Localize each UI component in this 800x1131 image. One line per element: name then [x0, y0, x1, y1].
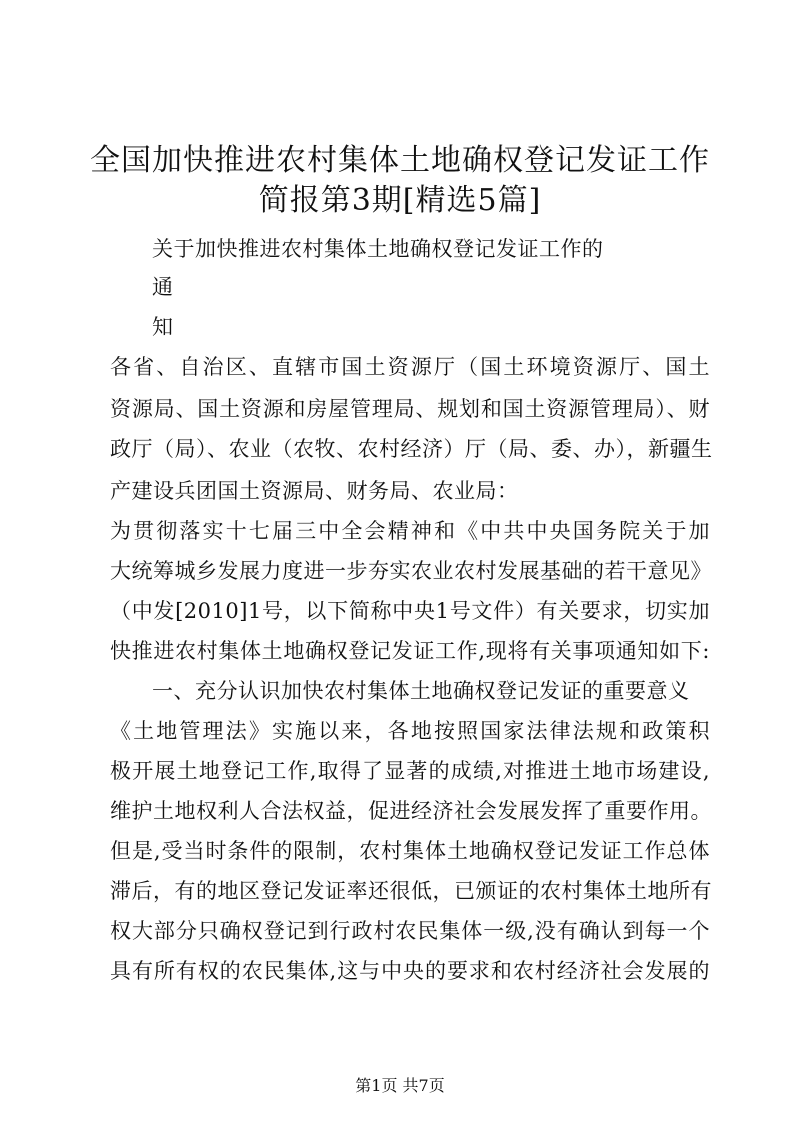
- addressee-line-2: 资源局、国土资源和房屋管理局、规划和国土资源管理局）、财: [110, 397, 710, 421]
- notice-heading-char-zhi: 知: [152, 315, 174, 339]
- addressee-line-1: 各省、自治区、直辖市国土资源厅（国土环境资源厅、国土: [110, 355, 710, 379]
- paragraph-line: （中发[2010]1号，以下简称中央1号文件）有关要求，切实加: [110, 599, 710, 623]
- section-heading-1: 一、充分认识加快农村集体土地确权登记发证的重要意义: [152, 679, 690, 703]
- document-title-line-1: 全国加快推进农村集体土地确权登记发证工作: [90, 143, 710, 178]
- paragraph-line: 为贯彻落实十七届三中全会精神和《中共中央国务院关于加: [110, 519, 710, 543]
- paragraph-line: 大统筹城乡发展力度进一步夯实农业农村发展基础的若干意见》: [110, 559, 712, 583]
- paragraph-line: 权大部分只确权登记到行政村农民集体一级,没有确认到每一个: [110, 919, 710, 943]
- paragraph-line: 快推进农村集体土地确权登记发证工作,现将有关事项通知如下:: [110, 639, 710, 663]
- notice-heading-char-tong: 通: [152, 275, 174, 299]
- paragraph-line: 但是,受当时条件的限制，农村集体土地确权登记发证工作总体: [110, 839, 710, 863]
- notice-heading-line: 关于加快推进农村集体土地确权登记发证工作的: [152, 237, 604, 261]
- page-number-footer: 第1页 共7页: [355, 1076, 445, 1095]
- addressee-line-4: 产建设兵团国土资源局、财务局、农业局：: [110, 479, 519, 503]
- addressee-line-3: 政厅（局）、农业（农牧、农村经济）厅（局、委、办），新疆生: [110, 437, 713, 461]
- paragraph-line: 具有所有权的农民集体,这与中央的要求和农村经济社会发展的: [110, 959, 710, 983]
- paragraph-line: 《土地管理法》实施以来，各地按照国家法律法规和政策积: [110, 719, 710, 743]
- paragraph-line: 维护土地权利人合法权益，促进经济社会发展发挥了重要作用。: [110, 799, 712, 823]
- document-title-line-2: 简报第3期[精选5篇]: [258, 183, 542, 218]
- paragraph-line: 滞后，有的地区登记发证率还很低，已颁证的农村集体土地所有: [110, 879, 712, 903]
- paragraph-line: 极开展土地登记工作,取得了显著的成绩,对推进土地市场建设,: [110, 759, 710, 783]
